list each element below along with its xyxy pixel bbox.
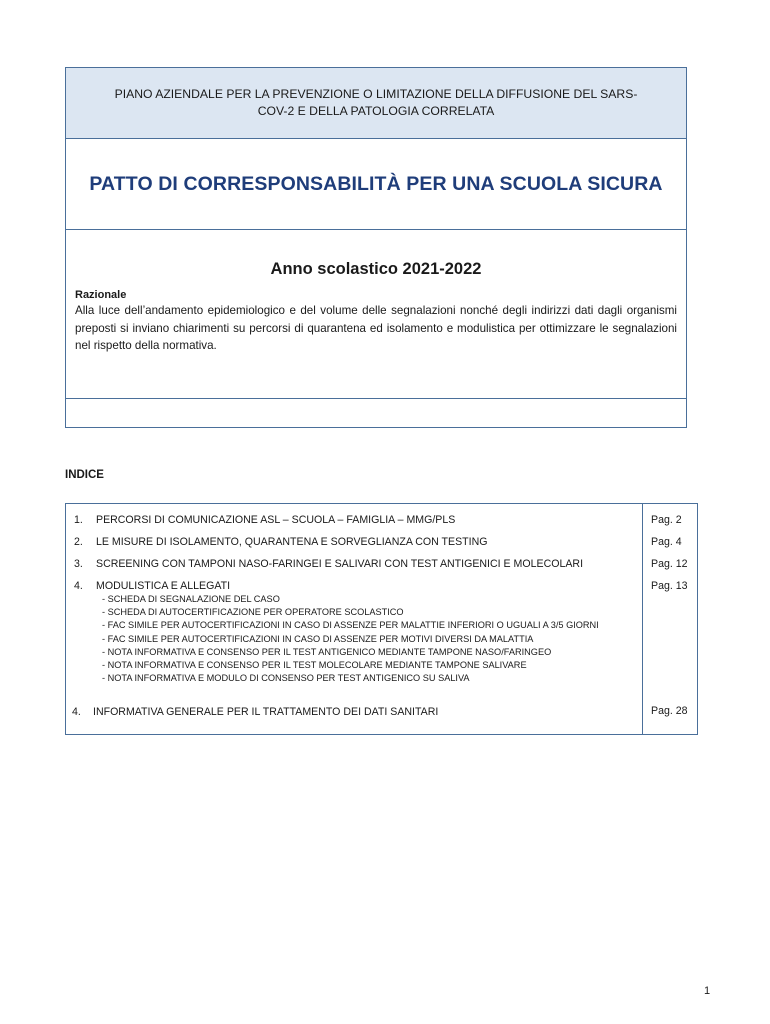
toc-item-label: LE MISURE DI ISOLAMENTO, QUARANTENA E SORVEGLIANZA CON TESTING bbox=[96, 536, 488, 548]
toc-item[interactable] bbox=[74, 580, 230, 592]
toc-page[interactable]: Pag. 12 bbox=[651, 558, 688, 570]
table-of-contents bbox=[65, 503, 698, 735]
toc-page[interactable]: Pag. 4 bbox=[651, 536, 682, 548]
empty-cell bbox=[66, 399, 686, 458]
toc-item-label: PERCORSI DI COMUNICAZIONE ASL – SCUOLA – FAMIGLIA – MMG/PLS bbox=[96, 514, 456, 526]
toc-sub-item[interactable]: - NOTA INFORMATIVA E CONSENSO PER IL TEST MOLECOLARE MEDIANTE TAMPONE SALIVARE bbox=[102, 660, 527, 671]
document-title: PATTO DI CORRESPONSABILITÀ PER UNA SCUOLA SICURA bbox=[66, 139, 686, 230]
toc-item[interactable] bbox=[72, 706, 438, 718]
index-heading: INDICE bbox=[65, 469, 104, 481]
toc-sub-item[interactable]: - FAC SIMILE PER AUTOCERTIFICAZIONI IN CASO DI ASSENZE PER MOTIVI DIVERSI DA MALATTIA bbox=[102, 633, 534, 644]
toc-page[interactable]: Pag. 28 bbox=[651, 705, 688, 717]
toc-sub-item[interactable]: - SCHEDA DI SEGNALAZIONE DEL CASO bbox=[102, 594, 280, 604]
header-box bbox=[65, 67, 687, 428]
toc-item-label: MODULISTICA E ALLEGATI bbox=[96, 580, 231, 592]
toc-sub-item[interactable]: - NOTA INFORMATIVA E CONSENSO PER IL TEST ANTIGENICO MEDIANTE TAMPONE NASO/FARINGEO bbox=[102, 646, 552, 657]
toc-item-number: 3. bbox=[74, 558, 83, 570]
anno-section bbox=[66, 260, 686, 399]
plan-subtitle bbox=[66, 68, 686, 139]
plan-subtitle-line2: COV-2 E DELLA PATOLOGIA CORRELATA bbox=[257, 104, 495, 118]
toc-page[interactable]: Pag. 13 bbox=[651, 580, 688, 592]
page-number: 1 bbox=[704, 985, 711, 997]
toc-item-label: SCREENING CON TAMPONI NASO-FARINGEI E SALIVARI CON TEST ANTIGENICI E MOLECOLARI bbox=[96, 558, 584, 570]
toc-item-number: 4. bbox=[72, 706, 81, 718]
razionale-label: Razionale bbox=[75, 289, 127, 301]
toc-item-number: 2. bbox=[74, 536, 83, 548]
toc-sub-item[interactable]: - SCHEDA DI AUTOCERTIFICAZIONE PER OPERATORE SCOLASTICO bbox=[102, 607, 404, 618]
toc-sub-item[interactable]: - FAC SIMILE PER AUTOCERTIFICAZIONI IN CASO DI ASSENZE PER MALATTIE INFERIORI O UGUALI A 3/5 GIORNI bbox=[102, 620, 599, 631]
toc-divider bbox=[642, 504, 643, 734]
toc-item[interactable] bbox=[74, 514, 455, 526]
toc-item-label: INFORMATIVA GENERALE PER IL TRATTAMENTO DEI DATI SANITARI bbox=[93, 706, 439, 718]
toc-item[interactable] bbox=[74, 558, 583, 570]
toc-sub-item[interactable]: - NOTA INFORMATIVA E MODULO DI CONSENSO PER TEST ANTIGENICO SU SALIVA bbox=[102, 673, 470, 684]
razionale-text: Alla luce dell’andamento epidemiologico e del volume delle segnalazioni nonché degli indirizzi dati dagli organismi preposti si inviano chiarimenti su percorsi di quarantena ed isolamento e modulistica per ottimizzare le segnalazioni nel rispetto della normativa. bbox=[75, 304, 677, 352]
toc-item-number: 4. bbox=[74, 580, 83, 592]
toc-item[interactable] bbox=[74, 536, 487, 548]
toc-page[interactable]: Pag. 2 bbox=[651, 514, 682, 526]
toc-item-number: 1. bbox=[74, 514, 83, 526]
plan-subtitle-line1: PIANO AZIENDALE PER LA PREVENZIONE O LIMITAZIONE DELLA DIFFUSIONE DEL SARS- bbox=[114, 87, 638, 101]
toc-sub-list bbox=[102, 593, 599, 685]
school-year: Anno scolastico 2021-2022 bbox=[270, 260, 482, 278]
